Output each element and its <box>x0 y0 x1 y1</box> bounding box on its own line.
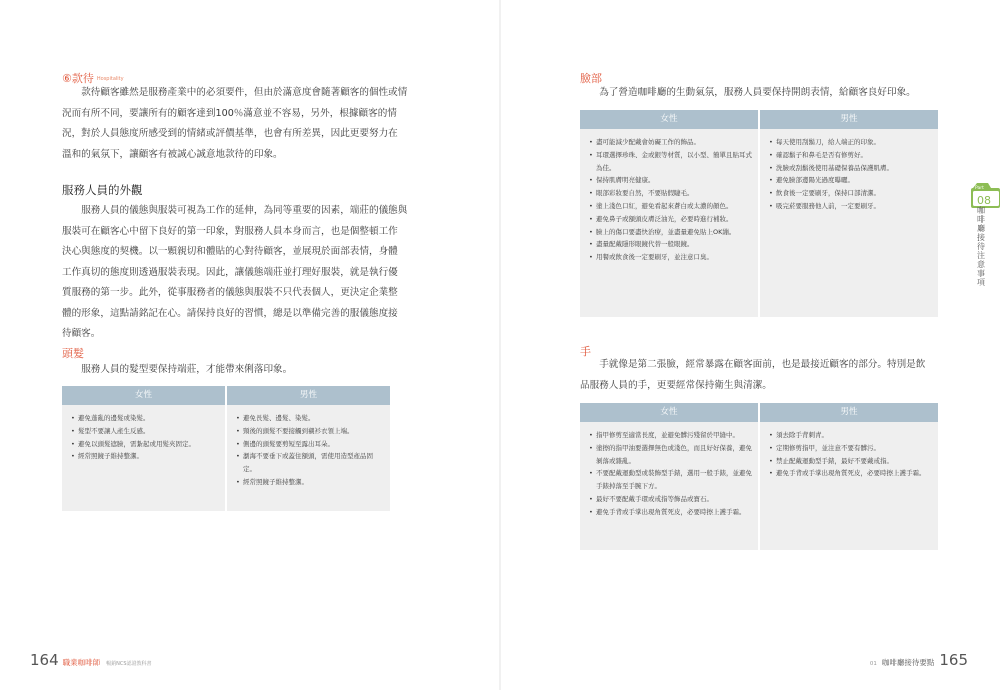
hair-female-list <box>71 412 219 463</box>
section-title-en: Hospitality <box>96 76 124 82</box>
appearance-paragraph: 服務人員的儀態與服裝可視為工作的延伸，為同等重要的因素，端莊的儀態與 服裝可在顧客心中留下良好的第一印象，對服務人員本身而言，也是個整頓工作 決心與態度的契機。以一顆親切和體貼的心對待顧客，並展現於面部表情，身體 工作真切的態度則透過服裝表現。因此，讓儀態端莊並打理好服裝，就是執行優 質服務的第一步。此外，從事服務者的儀態與服裝不只代表個人，更決定企業整 體的形象，這點請銘記在心。請保持良好的習慣，總是以準備完善的服儀態度接 待顧客。 <box>62 205 408 339</box>
face-title: 臉部 <box>580 72 602 85</box>
hair-table <box>62 386 390 511</box>
list-item: • 避免手背或手掌出現角質死皮，必要時擦上護手霜。 <box>769 467 932 480</box>
hair-intro: 服務人員的髮型要保持端莊，才能帶來俐落印象。 <box>81 364 293 375</box>
hands-male-list <box>769 429 932 480</box>
list-item: • 盡可能減少配戴會妨礙工作的飾品。 <box>589 136 752 149</box>
list-item: • 避免蓬亂的邊髮或染髮。 <box>71 412 219 425</box>
page-number-left: 164 <box>30 651 59 669</box>
list-item: • 洗臉或刮鬍後使用基礎保養品保護肌膚。 <box>769 162 932 175</box>
hands-paragraph: 手就像是第二張臉，經常暴露在顧客面前，也是最接近顧客的部分。特別是飲 品服務人員的手，更要經常保持衛生與清潔。 <box>580 359 926 391</box>
hands-female-list <box>589 429 752 519</box>
hands-table <box>580 403 938 550</box>
list-item: • 不要配戴運動型或裝飾型手錶，選用一般手錶，並避免手錶掉落至手腕下方。 <box>589 467 752 493</box>
face-male-list <box>769 136 932 213</box>
list-item: • 經常照鏡子維持整潔。 <box>71 450 219 463</box>
list-item: • 最好不要配戴手環或戒指等飾品或寶石。 <box>589 493 752 506</box>
list-item: • 盡量配戴隱形眼鏡代替一般眼鏡。 <box>589 238 752 251</box>
face-table <box>580 110 938 317</box>
list-item: • 避免長髮、邊髮、染髮。 <box>236 412 384 425</box>
list-item: • 塗擦的指甲油要選擇無色或淺色，而且好好保養，避免剝落或雜亂。 <box>589 442 752 468</box>
list-item: • 飲食後一定要刷牙，保持口部清潔。 <box>769 187 932 200</box>
chapter-title: 咖啡廳接待要點 <box>881 658 935 667</box>
book-subtitle: 暢銷NCS認證教科書 <box>106 661 152 667</box>
book-title: 職業咖啡師 <box>62 658 101 667</box>
list-item: • 頸後的頭髮不要接觸到襯衫衣領上端。 <box>236 425 384 438</box>
list-item: • 指甲修剪至適當長度，並避免髒污殘留於甲縫中。 <box>589 429 752 442</box>
left-folio <box>30 651 152 669</box>
hair-table-female-header: 女性 <box>62 386 225 405</box>
list-item: • 塗上淺色口紅，避免看起來蒼白或太濃的顏色。 <box>589 200 752 213</box>
list-item: • 臉上的傷口要盡快治療，並盡量避免貼上OK繃。 <box>589 226 752 239</box>
face-female-list <box>589 136 752 264</box>
part-number: 08 <box>977 194 991 207</box>
face-table-male-header: 男性 <box>758 110 938 129</box>
list-item: • 每天使用刮鬍刀，給人端正的印象。 <box>769 136 932 149</box>
hands-title: 手 <box>580 345 591 358</box>
list-item: • 禁止配戴運動型手錶，最好不要戴戒指。 <box>769 455 932 468</box>
hair-title: 頭髮 <box>62 347 84 360</box>
part-vertical-title: 咖啡廳接待注意事項 <box>977 206 985 287</box>
list-item: • 避免臉部邊陽光過度曝曬。 <box>769 174 932 187</box>
list-item: • 定期修剪指甲，並注意不要有髒污。 <box>769 442 932 455</box>
list-item: • 保持肌膚明亮健康。 <box>589 174 752 187</box>
list-item: • 確認鬍子和鼻毛是否有修剪好。 <box>769 149 932 162</box>
face-table-female-header: 女性 <box>580 110 758 129</box>
face-intro: 為了營造咖啡廳的生動氣氛，服務人員要保持開朗表情，給顧客良好印象。 <box>599 87 916 98</box>
list-item: • 避免以頭髮遮臉，需紮起或用髮夾固定。 <box>71 438 219 451</box>
list-item: • 吸完菸要服務他人前，一定要刷牙。 <box>769 200 932 213</box>
part-label: Part <box>975 186 984 191</box>
page-gutter <box>499 0 501 690</box>
hospitality-paragraph: 款待顧客雖然是服務產業中的必須要件，但由於滿意度會隨著顧客的個性或情 況而有所不同，要讓所有的顧客達到100％滿意並不容易，另外，根據顧客的情 況，對於人員態度所感受到的情緒或評價基準，也會有所差異，因此更要努力在 溫和的氣氛下，讓顧客有被誠心誠意地款待的印象。 <box>62 87 408 160</box>
list-item: • 避免鼻子或額頭皮膚泛油光，必要時進行補妝。 <box>589 213 752 226</box>
appearance-heading: 服務人員的外觀 <box>62 183 143 197</box>
list-item: • 側邊的頭髮要剪短至露出耳朵。 <box>236 438 384 451</box>
hands-table-female-header: 女性 <box>580 403 758 422</box>
list-item: • 經常照鏡子維持整潔。 <box>236 476 384 489</box>
list-item: • 用餐或飲食後一定要刷牙，並注意口臭。 <box>589 251 752 264</box>
hair-male-list <box>236 412 384 489</box>
hair-table-male-header: 男性 <box>225 386 390 405</box>
list-item: • 瀏海不要垂下或蓋住額頭，需使用造型產品固定。 <box>236 450 384 476</box>
section-title-hospitality: ⑥款待 Hospitality <box>62 72 124 85</box>
list-item: • 避免手背或手掌出現角質死皮，必要時擦上護手霜。 <box>589 506 752 519</box>
hands-table-male-header: 男性 <box>758 403 938 422</box>
right-folio <box>870 651 968 669</box>
list-item: • 須去除手背刺青。 <box>769 429 932 442</box>
page-number-right: 165 <box>939 651 968 669</box>
list-item: • 髮型不要讓人產生反感。 <box>71 425 219 438</box>
chapter-number: 01 <box>869 661 877 667</box>
list-item: • 耳環選擇珍珠、金或銀等材質，以小型、簡單且貼耳式為佳。 <box>589 149 752 175</box>
list-item: • 眼部彩妝要自然，不要貼假睫毛。 <box>589 187 752 200</box>
